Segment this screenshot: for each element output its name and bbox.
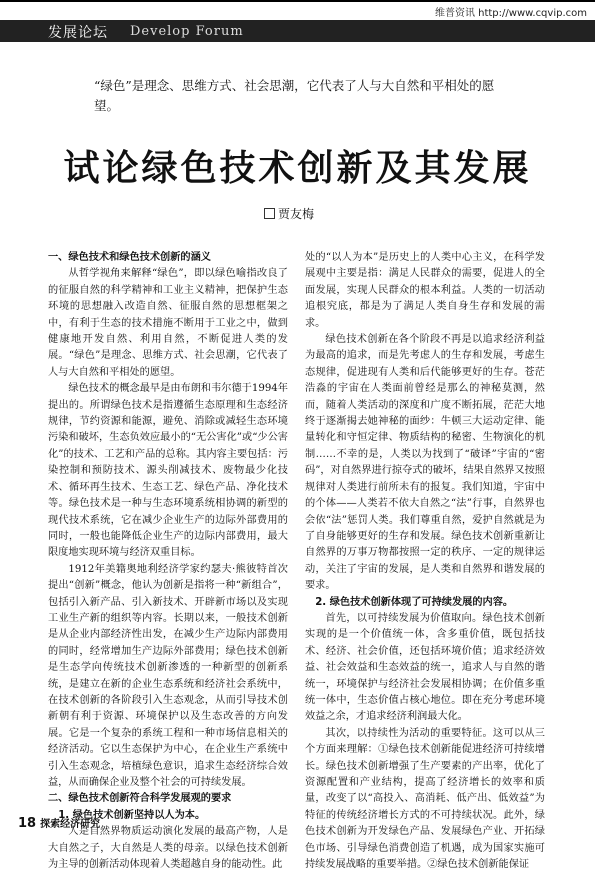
watermark: 维普资讯 http://www.cqvip.com — [434, 8, 587, 19]
left-column — [48, 250, 288, 873]
body-paragraph: 绿色技术的概念最早是由布朗和韦尔德于1994年提出的。所谓绿色技术是指遵循生态原理和生态经济规律，节约资源和能源，避免、消除或减轻生态环境污染和破坏，生态负效应最小的“无公害化”或“少公害化”的技术、工艺和产品的总称。其内容主要包括：污染控制和预防技术、源头削减技术、废物最少化技术、循环再生技术、生态工艺、绿色产品、净化技术等。绿色技术是一种与生态环境系统相协调的新型的现代技术系统，它在减少企业生产的边际外部费用的同时，一般也能降低企业生产的边际内部费用，最大限度地实现环境与经济双重目标。 — [48, 383, 288, 559]
body-paragraph: 首先，以可持续发展为价值取向。绿色技术创新实现的是一个价值统一体，含多重价值，既包括技术、经济、社会价值，还包括环境价值；追求经济效益、社会效益和生态效益的统一，追求人与自然的谐统一，环境保护与经济社会发展相协调；在价值多重统一体中，生态价值占核心地位。即在充分考虑环境效益之余，才追求经济利润最大化。 — [305, 612, 545, 723]
body-paragraph: 处的“以人为本”是历史上的人类中心主义，在科学发展观中主要是指：满足人民群众的需要，促进人的全面发展，实现人民群众的根本利益。人类的一切活动追根究底，都是为了满足人类自身生存和发展的需求。 — [305, 252, 545, 329]
author-box-icon — [264, 208, 275, 219]
subsection-heading: 1. 绿色技术创新坚持以人为本。 — [58, 809, 206, 821]
article-title: 试论绿色技术创新及其发展 — [63, 148, 532, 189]
section-heading: 一、绿色技术和绿色技术创新的涵义 — [48, 252, 211, 263]
author-line — [264, 205, 314, 222]
right-column — [305, 250, 545, 873]
body-paragraph: 人是自然界物质运动演化发展的最高产物，人是大自然之子，大自然是人类的母亲。以绿色技术创新为主导的创新活动体现着人类超越自身的能动性。此 — [48, 826, 288, 871]
column-label-en: Develop Forum — [130, 24, 244, 39]
journal-name: 探索经济研究 — [40, 819, 101, 830]
top-rule — [0, 0, 595, 2]
body-paragraph: 绿色技术创新在各个阶段不再是以追求经济利益为最高的追求，而是先考虑人的生存和发展，考虑生态规律，促进现有人类和后代能够更好的生存。苍茫浩淼的宇宙在人类面前曾经是那么的神秘莫测，然而，随着人类活动的深度和广度不断拓展，茫茫大地终于逐渐揭去她神秘的面纱：牛顿三大运动定律、能量转化和守恒定律、物质结构的秘密、生物演化的机制……不幸的是，人类以为找到了“破译”宇宙的“密码”，对自然界进行掠夺式的破坏，结果自然界又按照规律对人类进行前所未有的报复。我们知道，宇宙中的个体——人类若不依大自然之“法”行事，自然界也会依“法”惩罚人类。我们尊重自然，爱护自然就是为了自身能够更好的生存和发展。绿色技术创新重新让自然界的万事万物都按照一定的秩序、一定的规律运动，关注了宇宙的发展，是人类和自然界和谐发展的要求。 — [305, 334, 545, 592]
body-paragraph: 1912年美籍奥地利经济学家约瑟夫·熊彼特首次提出“创新”概念，他认为创新是指将一种“新组合”，包括引入新产品、引入新技术、开辟新市场以及实现工业生产新的组织等内容。长期以来，一般技术创新是从企业内部经济性出发，在减少生产边际内部费用的同时，经常增加生产边际外部费用；绿色技术创新是生态学向传统技术创新渗透的一种新型的创新系统，是建立在新的企业生态系统和经济社会系统中，在技术创新的各阶段引入生态观念，从而引导技术创新朝有利于资源、环境保护以及生态改善的方向发展。它是一个复杂的系统工程和一种市场信息相关的经济活动。它以生态保护为中心，在企业生产系统中引入生态观念，培植绿色意识，追求生态经济综合效益，从而确保企业及整个社会的可持续发展。 — [48, 563, 288, 788]
body-paragraph: 从哲学视角来解释“绿色”，即以绿色喻指改良了的征服自然的科学精神和工业主义精神，把保护生态环境的思想融入改造自然、征服自然的思想框架之中，有利于生态的技术措施不断用于工业之中，做到健康地开发自然、利用自然，不断促进人类的发展。“绿色”是理念、思维方式、社会思潮，它代表了人与大自然和平相处的愿望。 — [48, 268, 288, 378]
pull-quote: “绿色”是理念、思维方式、社会思潮，它代表了人与大自然和平相处的愿望。 — [94, 78, 495, 113]
subsection-heading: 2. 绿色技术创新体现了可持续发展的内容。 — [315, 596, 514, 608]
body-paragraph: 其次，以持续性为活动的重要特征。这可以从三个方面来理解：①绿色技术创新能促进经济可持续增长。绿色技术创新增强了生产要素的产出率，优化了资源配置和产业结构，提高了经济增长的效率和质量，改变了以“高投入、高消耗、低产出、低效益”为特征的传统经济增长方式的不可持续状况。此外，绿色技术创新为开发绿色产品、发展绿色产业、开拓绿色市场、引导绿色消费创造了机遇，成为国家实施可持续发展战略的重要举措。②绿色技术创新能保证 — [305, 727, 545, 871]
author-name: 贾友梅 — [278, 207, 315, 221]
page-footer — [18, 815, 100, 831]
section-heading: 二、绿色技术创新符合科学发展观的要求 — [48, 793, 232, 805]
column-label: 发展论坛 — [48, 25, 108, 41]
page-number: 18 — [18, 816, 37, 831]
